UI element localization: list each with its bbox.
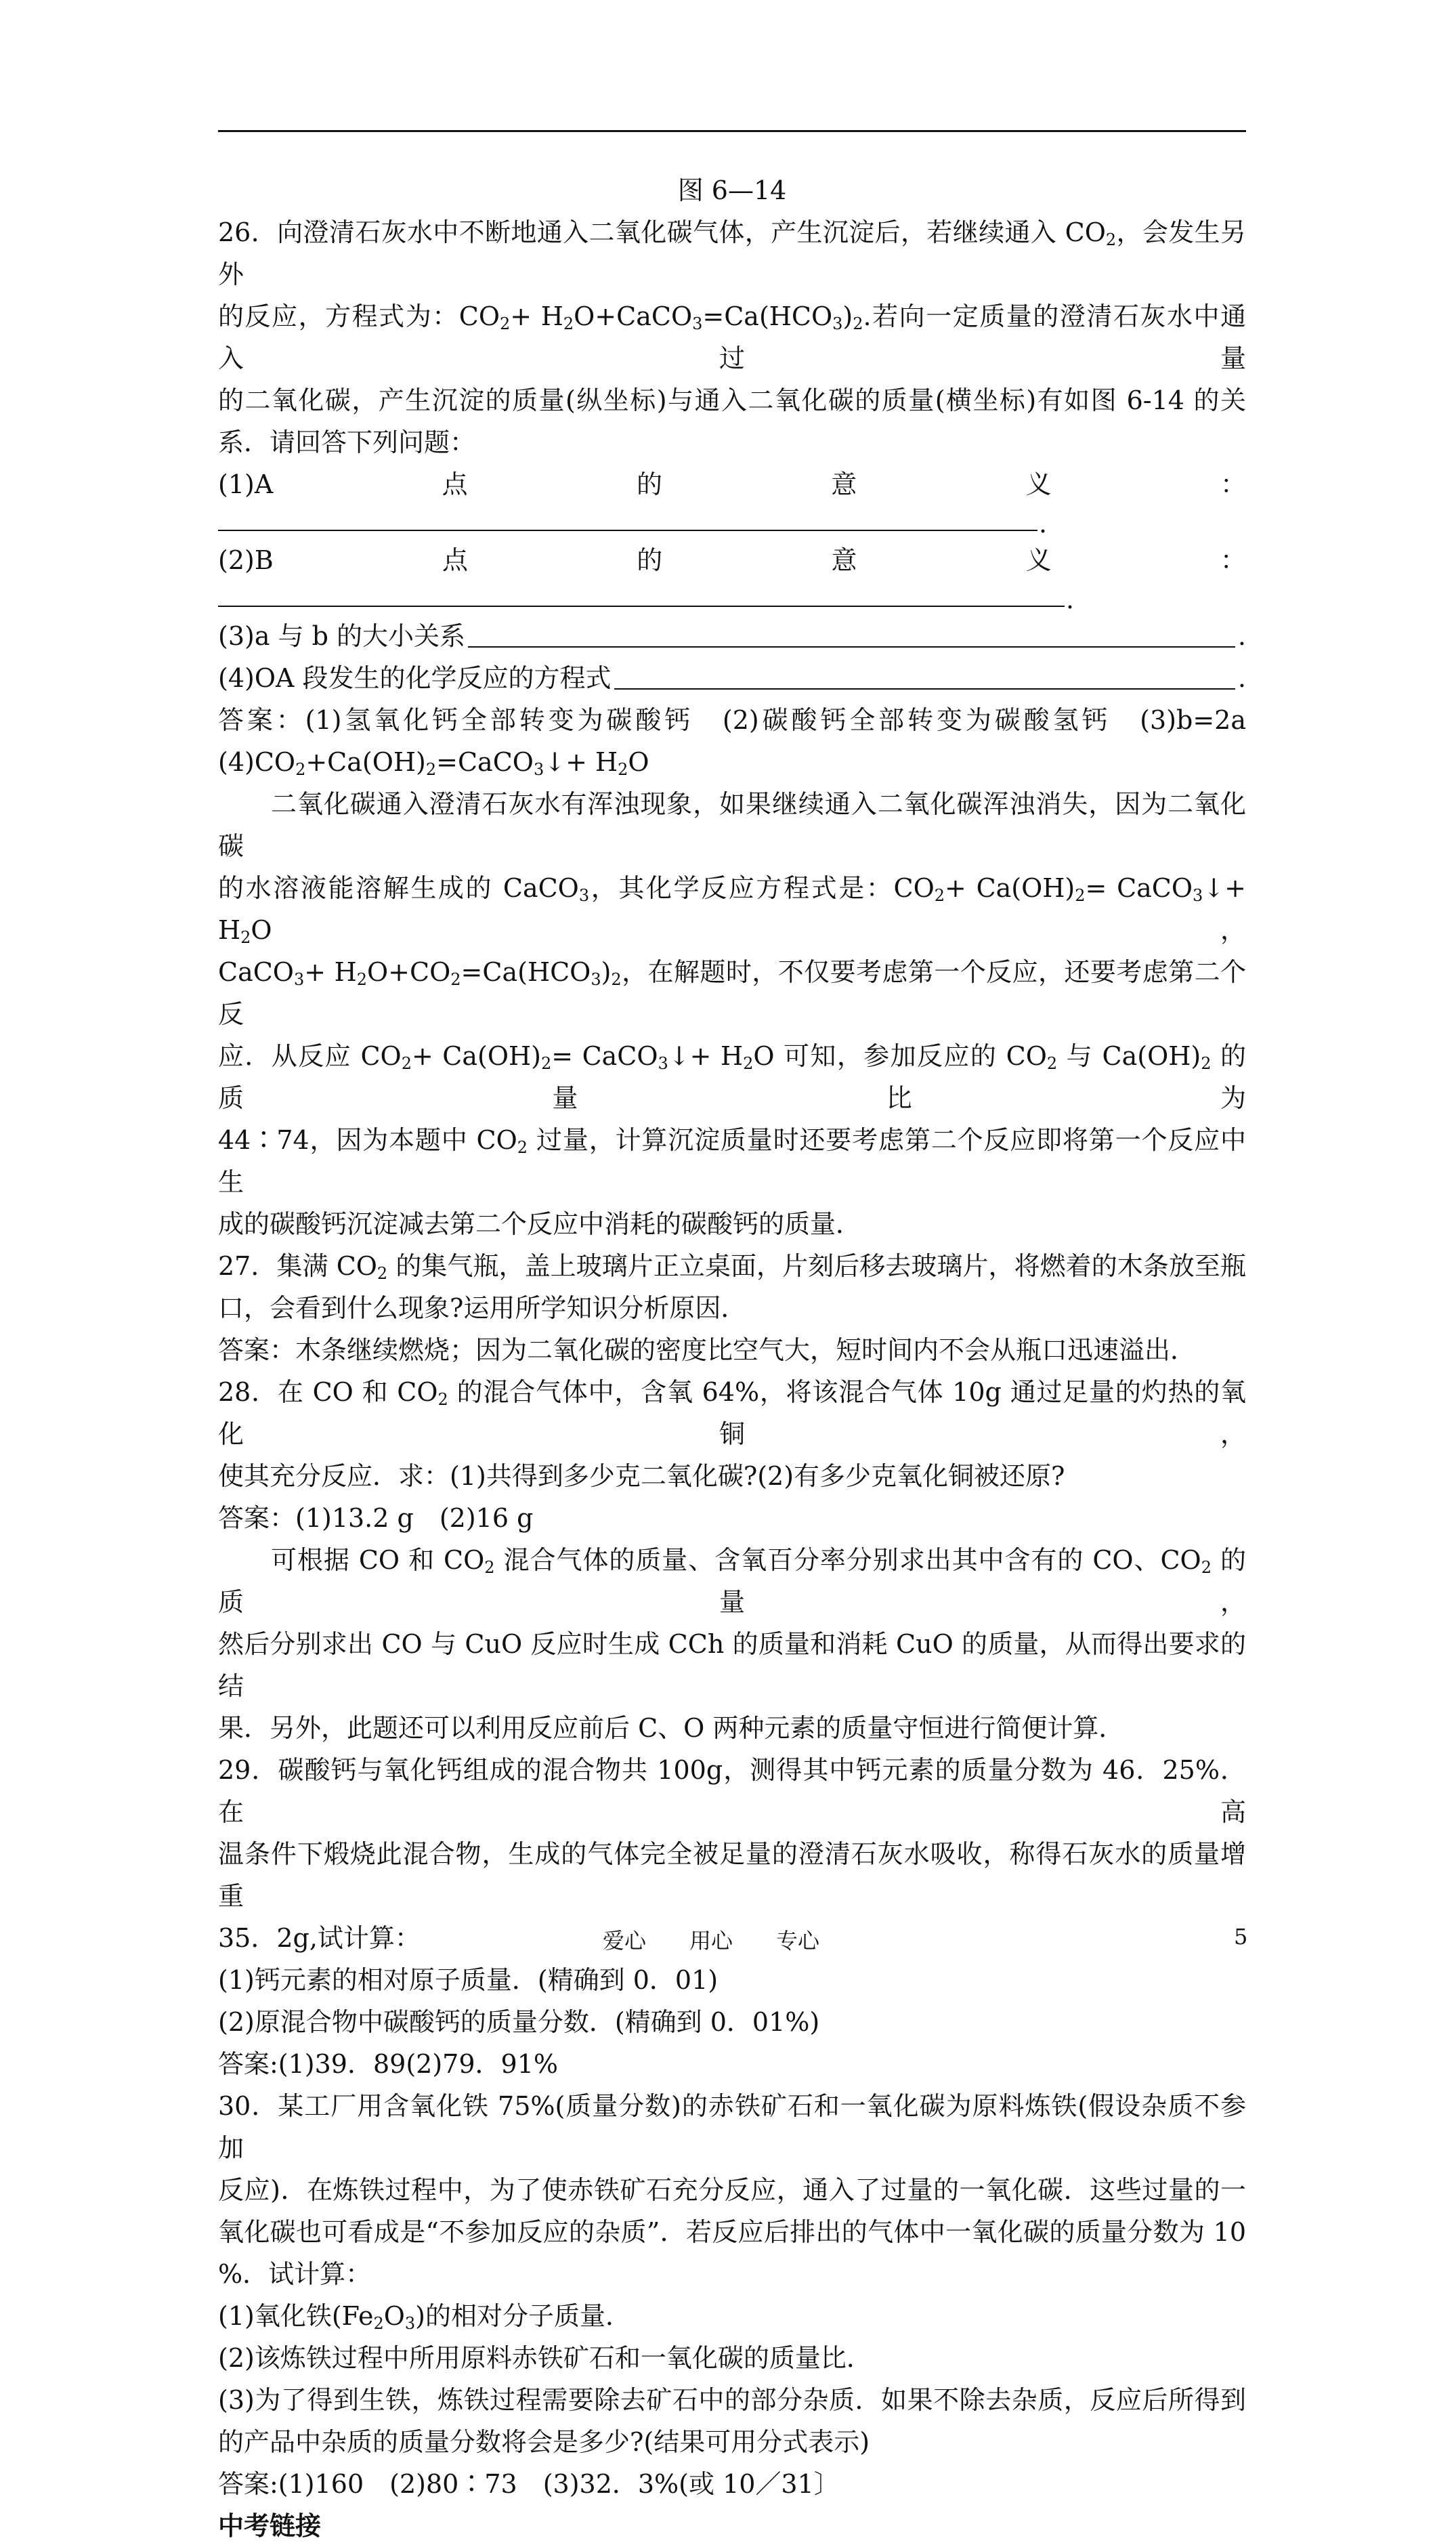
q28-explanation-1: 可根据 CO 和 $CO_2$ 混合气体的质量、含氧百分率分别求出其中含有的 CO、$CO_2$ 的质量， (218, 1545, 1246, 1617)
q30-line-2: 反应)．在炼铁过程中，为了使赤铁矿石充分反应，通入了过量的一氧化碳．这些过量的一 (218, 2175, 1246, 2205)
q26-line-2: 的反应，方程式为：$CO_2+$ $H_2O+CaCO_3=Ca(HCO_3)_2$.若向一定质量的澄清石灰水中通入过量 (218, 301, 1246, 373)
q28-line-2: 使其充分反应．求：(1)共得到多少克二氧化碳?(2)有多少克氧化铜被还原? (218, 1461, 1065, 1491)
document-body (218, 169, 1246, 2547)
footer-motto: 爱心 用心 专心 (603, 1928, 820, 1954)
q30-line-7: (3)为了得到生铁，炼铁过程需要除去矿石中的部分杂质．如果不除去杂质，反应后所得到 (218, 2385, 1246, 2415)
page-number: 5 (1234, 1924, 1248, 1950)
q26-explanation-5: 44∶74，因为本题中 $CO_2$ 过量，计算沉淀质量时还要考虑第二个反应即将第一个反应中生 (218, 1125, 1247, 1197)
section-title: 中考链接 (218, 2510, 322, 2541)
q29-line-2: 温条件下煅烧此混合物，生成的气体完全被足量的澄清石灰水吸收，称得石灰水的质量增重 (218, 1839, 1246, 1911)
q26-line-4: 系．请回答下列问题： (218, 427, 476, 457)
q30-line-1: 30．某工厂用含氧化铁 75%(质量分数)的赤铁矿石和一氧化碳为原料炼铁(假设杂质不参加 (218, 2091, 1246, 2163)
q30-answer: 答案:(1)160 (2)80∶73 (3)32．3%(或 10／31〕 (218, 2469, 840, 2499)
q30-line-8: 的产品中杂质的质量分数将会是多少?(结果可用分式表示) (218, 2427, 870, 2457)
q26-line-3: 的二氧化碳，产生沉淀的质量(纵坐标)与通入二氧化碳的质量(横坐标)有如图 6-14 的关 (218, 385, 1246, 415)
q26-part-2-answer-blank[interactable]: . (218, 581, 1246, 615)
q26-explanation-3: CaCO$_3$+ $H_2O+CO_2=Ca(HCO_3)_2$，在解题时，不仅要考虑第一个反应，还要考虑第二个反 (218, 957, 1246, 1029)
q29-line-3: 35．2g,试计算： (218, 1923, 421, 1953)
q26-explanation-6: 成的碳酸钙沉淀减去第二个反应中消耗的碳酸钙的质量． (218, 1209, 862, 1239)
q26-explanation-1: 二氧化碳通入澄清石灰水有浑浊现象，如果继续通入二氧化碳浑浊消失，因为二氧化碳 (218, 789, 1246, 861)
q26-line-1: 26．向澄清石灰水中不断地通入二氧化碳气体，产生沉淀后，若继续通入 $CO_2$，会发生另外 (218, 217, 1246, 289)
q27-answer: 答案：木条继续燃烧；因为二氧化碳的密度比空气大，短时间内不会从瓶口迅速溢出． (218, 1335, 1197, 1365)
header-rule (218, 130, 1246, 132)
q27-line-1: 27．集满 $CO_2$ 的集气瓶，盖上玻璃片正立桌面，片刻后移去玻璃片，将燃着的木条放至瓶 (218, 1251, 1246, 1283)
q30-line-4: %．试计算： (218, 2259, 372, 2289)
q29-answer: 答案:(1)39．89(2)79．91% (218, 2049, 558, 2079)
q29-line-1: 29．碳酸钙与氧化钙组成的混合物共 100g，测得其中钙元素的质量分数为 46．25%．在高 (218, 1755, 1246, 1827)
q30-line-6: (2)该炼铁过程中所用原料赤铁矿石和一氧化碳的质量比． (218, 2343, 872, 2373)
q26-part-3[interactable]: (3)a 与 b 的大小关系 . (218, 615, 1246, 657)
q28-explanation-3: 果．另外，此题还可以利用反应前后 C、O 两种元素的质量守恒进行简便计算． (218, 1713, 1125, 1743)
q30-line-5: (1)氧化铁$(Fe_2O_3)$的相对分子质量． (218, 2301, 631, 2333)
q30-line-3: 氧化碳也可看成是“不参加反应的杂质”．若反应后排出的气体中一氧化碳的质量分数为 10 (218, 2217, 1246, 2247)
q28-line-1: 28．在 CO 和 $CO_2$ 的混合气体中，含氧 64%，将该混合气体 10g 通过足量的灼热的氧化铜， (218, 1377, 1246, 1449)
q26-explanation-4: 应．从反应 $CO_2+ Ca(OH)_2=$ CaCO$_3$↓+ $H_2O$ 可知，参加反应的 $CO_2$ 与 $Ca(OH)_2$ 的质量比为 (218, 1041, 1246, 1113)
q26-part-1-answer-blank[interactable]: . (218, 505, 1246, 539)
q26-part-4[interactable]: (4)OA 段发生的化学反应的方程式 . (218, 657, 1246, 699)
q27-line-2: 口，会看到什么现象?运用所学知识分析原因． (218, 1293, 747, 1323)
q26-answer-1: 答案：(1)氢氧化钙全部转变为碳酸钙 (2)碳酸钙全部转变为碳酸氢钙 (3)b=2a (218, 705, 1246, 735)
q26-part-2: (2)B 点 的 意 义 ： (218, 545, 1246, 575)
q28-explanation-2: 然后分别求出 CO 与 CuO 反应时生成 CCh 的质量和消耗 CuO 的质量，从而得出要求的结 (218, 1629, 1246, 1701)
q28-answer: 答案：(1)13.2 g (2)16 g (218, 1503, 534, 1533)
q26-answer-2: $(4)CO_2+Ca(OH)_2=CaCO_3↓+ H_2O$ (218, 747, 649, 779)
figure-caption: 图 6—14 (677, 175, 787, 205)
q26-explanation-2: 的水溶液能溶解生成的 CaCO$_3$，其化学反应方程式是：$CO_2+ Ca(OH)_2=$ CaCO$_3$↓+ $H_2O$， (218, 873, 1246, 947)
q26-part-1: (1)A 点 的 意 义 ： (218, 469, 1246, 499)
q29-line-5: (2)原混合物中碳酸钙的质量分数．(精确到 0．01%) (218, 2007, 820, 2037)
q29-line-4: (1)钙元素的相对原子质量．(精确到 0．01) (218, 1965, 719, 1995)
